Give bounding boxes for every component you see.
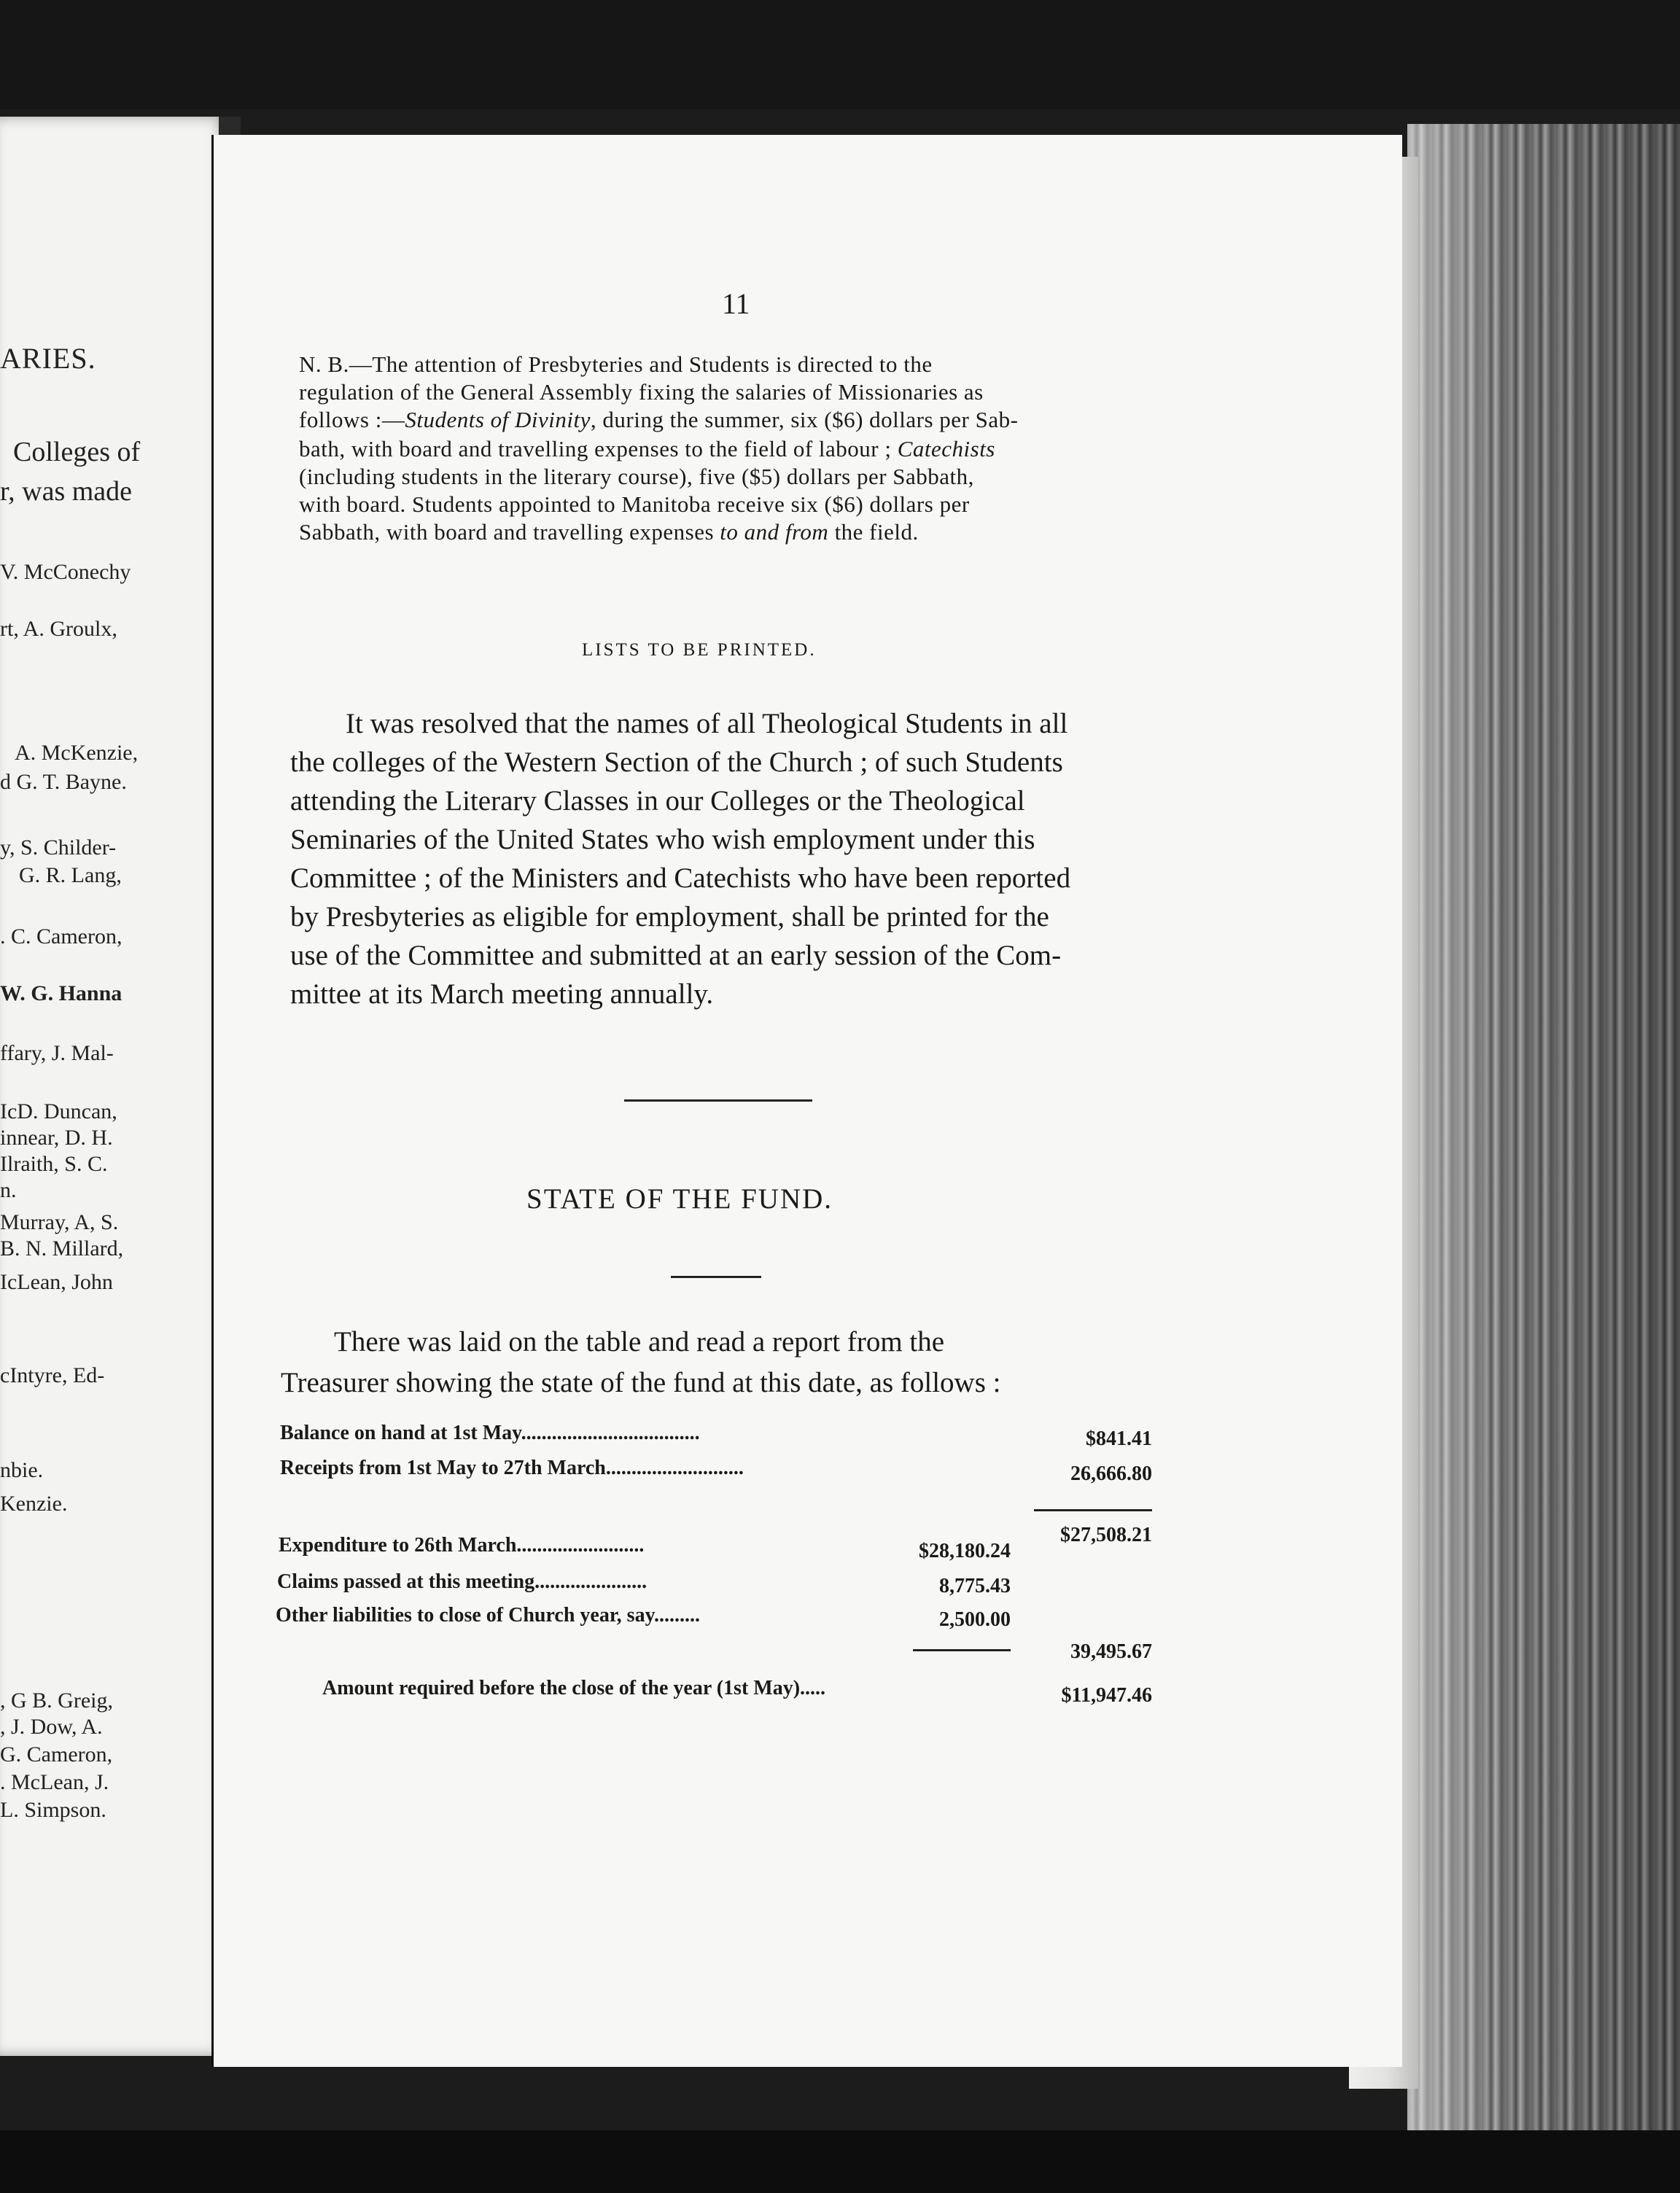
left-fragment: IcD. Duncan, — [0, 1099, 117, 1123]
report-line: Treasurer showing the state of the fund at this date, as follows : — [281, 1367, 1001, 1398]
nb-line — [299, 407, 1174, 433]
fund-label: Amount required before the close of the year (1st May) — [322, 1677, 801, 1699]
left-fragment: A. McKenzie, — [15, 741, 139, 765]
nb-line: with board. Students appointed to Manitoba receive six ($6) dollars per — [299, 491, 970, 517]
left-fragment: L. Simpson. — [0, 1798, 106, 1822]
left-fragment: Kenzie. — [0, 1492, 68, 1516]
left-fragment: G. R. Lang, — [19, 863, 122, 887]
left-fragment: Colleges of — [13, 437, 141, 467]
left-fragment: ffary, J. Mal- — [0, 1041, 114, 1065]
claims-amount: 8,775.43 — [939, 1575, 1011, 1597]
sum-rule — [913, 1649, 1011, 1651]
lists-heading: LISTS TO BE PRINTED. — [582, 640, 817, 660]
nb-line: regulation of the General Assembly fixing the salaries of Missionaries as — [299, 379, 984, 405]
resolved-line: Committee ; of the Ministers and Catechists who have been reported — [290, 862, 1071, 894]
left-fragment: d G. T. Bayne. — [0, 770, 127, 794]
state-heading: STATE OF THE FUND. — [526, 1183, 833, 1215]
receipts-amount: 26,666.80 — [1070, 1462, 1152, 1485]
fund-dots: ......................... — [516, 1534, 645, 1557]
resolved-line: It was resolved that the names of all Theological Students in all — [346, 708, 1068, 739]
nb-line — [299, 519, 1174, 545]
nb-line: (including students in the literary course), five ($5) dollars per Sabbath, — [299, 464, 974, 489]
balance-amount: $841.41 — [1086, 1427, 1152, 1450]
resolved-line: the colleges of the Western Section of the Church ; of such Students — [290, 747, 1063, 778]
left-fragment: W. G. Hanna — [0, 981, 122, 1005]
left-fragment: rt, A. Groulx, — [0, 617, 117, 641]
fund-dots: ......... — [654, 1604, 701, 1627]
sum-rule — [1034, 1509, 1152, 1511]
fund-label: Other liabilities to close of Church year, say — [276, 1604, 655, 1627]
resolved-line: attending the Literary Classes in our Colleges or the Theological — [290, 785, 1025, 817]
nb-line-text: bath, with board and travelling expenses to the field of labour ; — [299, 436, 892, 461]
resolved-line: mittee at its March meeting annually. — [290, 978, 714, 1010]
resolved-line: use of the Committee and submitted at an early session of the Com- — [290, 940, 1062, 971]
fund-row-claims — [277, 1570, 647, 1594]
left-fragment: Ilraith, S. C. — [0, 1152, 108, 1176]
left-fragment: r, was made — [0, 476, 133, 507]
fund-dots: ...................... — [534, 1570, 648, 1593]
fund-row-receipts — [280, 1457, 744, 1480]
resolved-line: by Presbyteries as eligible for employment, shall be printed for the — [290, 901, 1049, 932]
left-fragment: cIntyre, Ed- — [0, 1363, 105, 1387]
left-fragment: B. N. Millard, — [0, 1236, 124, 1261]
other-amount: 2,500.00 — [939, 1608, 1011, 1631]
scan-background-bottom — [0, 2130, 1680, 2193]
left-fragment: G. Cameron, — [0, 1742, 113, 1767]
subtotal-amount: $27,508.21 — [1060, 1524, 1152, 1546]
section-divider — [624, 1099, 812, 1102]
fund-dots: ..... — [800, 1677, 826, 1699]
total-liabilities-amount: 39,495.67 — [1070, 1640, 1152, 1663]
page-number: 11 — [722, 287, 750, 320]
expenditure-amount: $28,180.24 — [919, 1540, 1011, 1562]
left-fragment: IcLean, John — [0, 1270, 113, 1294]
resolved-line: Seminaries of the United States who wish employment under this — [290, 824, 1035, 855]
report-line: There was laid on the table and read a report from the — [334, 1326, 945, 1358]
fund-row-required — [322, 1677, 825, 1700]
nb-line-text: Sabbath, with board and travelling expenses — [299, 519, 715, 545]
fund-row-balance — [280, 1422, 700, 1445]
nb-line-text: , during the summer, six ($6) dollars per Sab- — [590, 407, 1019, 432]
fund-label: Receipts from 1st May to 27th March — [280, 1457, 606, 1479]
scan-background-top — [0, 0, 1680, 109]
nb-line-italic: Catechists — [897, 436, 995, 461]
heading-rule — [671, 1276, 761, 1278]
fund-label: Expenditure to 26th March — [279, 1534, 517, 1557]
left-fragment: V. McConechy — [0, 560, 131, 584]
left-fragment: n. — [0, 1178, 17, 1202]
left-fragment: ARIES. — [0, 342, 96, 375]
fund-row-expenditure — [279, 1534, 644, 1557]
nb-line-italic: to and from — [720, 519, 829, 545]
fund-label: Claims passed at this meeting — [277, 1570, 535, 1593]
left-fragment: . McLean, J. — [0, 1770, 109, 1794]
left-fragment: innear, D. H. — [0, 1126, 113, 1150]
left-fragment: , J. Dow, A. — [0, 1715, 103, 1739]
book-fore-edge-shade — [1407, 124, 1680, 2136]
left-fragment: nbie. — [0, 1458, 44, 1482]
fund-dots: ........................... — [605, 1457, 744, 1479]
nb-line — [299, 436, 1174, 462]
left-fragment: . C. Cameron, — [0, 924, 122, 949]
nb-line-italic: Students of Divinity — [405, 407, 591, 432]
left-fragment: Murray, A, S. — [0, 1210, 119, 1234]
left-fragment: y, S. Childer- — [0, 835, 117, 860]
left-fragment: , G B. Greig, — [0, 1688, 113, 1713]
nb-line-text: follows :— — [299, 407, 405, 432]
fund-dots: ................................... — [521, 1422, 700, 1444]
nb-line-text: the field. — [834, 519, 919, 545]
fund-label: Balance on hand at 1st May — [280, 1422, 521, 1444]
required-amount: $11,947.46 — [1061, 1684, 1152, 1707]
fund-row-other — [276, 1604, 700, 1627]
nb-line: N. B.—The attention of Presbyteries and Students is directed to the — [299, 351, 933, 377]
